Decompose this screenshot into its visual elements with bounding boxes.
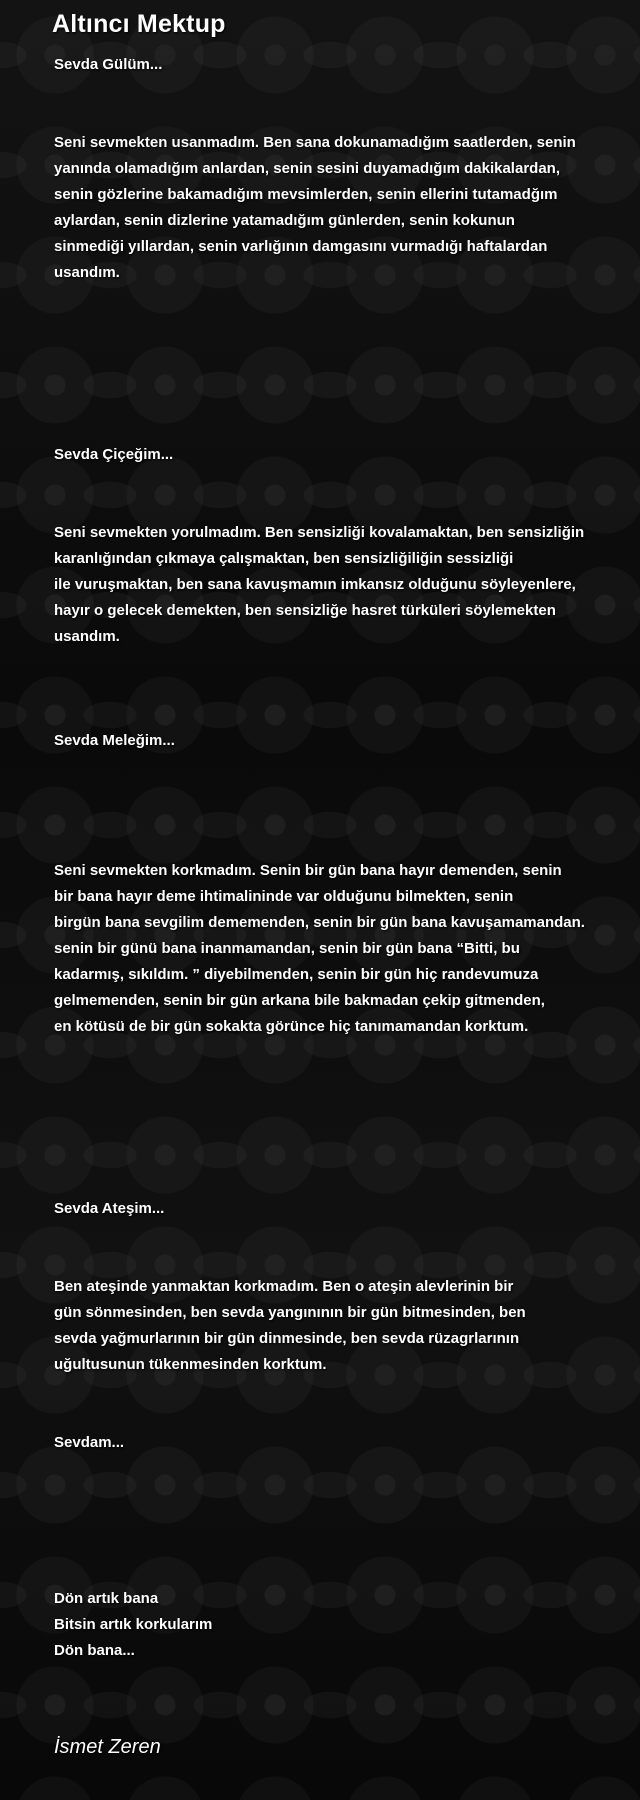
poem-line: yanında olamadığım anlardan, senin sesini duyamadığım dakikalardan, [54,160,560,177]
blank-line [54,832,628,858]
poem-line: hayır o gelecek demekten, ben sensizliğe hasret türküleri söylemekten [54,602,556,619]
blank-line [54,650,628,676]
poem-line: Seni sevmekten korkmadım. Senin bir gün bana hayır demenden, senin [54,862,562,879]
poem-line: en kötüsü de bir gün sokakta görünce hiç tanımamandan korktum. [54,1018,529,1035]
blank-line [54,1534,628,1560]
poem-body [54,52,628,1664]
blank-line [54,1040,628,1066]
blank-line [54,1456,628,1482]
poem-line: senin bir günü bana inanmamandan, senin bir gün bana “Bitti, bu [54,940,520,957]
poem-line: Sevda Çiçeğim... [54,446,174,463]
poem-line: uğultusunun tükenmesinden korktum. [54,1356,327,1373]
poem-line: karanlığından çıkmaya çalışmaktan, ben sensizliğiliğin sessizliği [54,550,514,567]
poem-line: Ben ateşinde yanmaktan korkmadım. Ben o ateşin alevlerinin bir [54,1278,514,1295]
blank-line [54,494,628,520]
blank-line [54,312,628,338]
blank-line [54,1144,628,1170]
poem-title: Altıncı Mektup [52,10,226,38]
poem-line: gün sönmesinden, ben sevda yangınının bir gün bitmesinden, ben [54,1304,526,1321]
blank-line [54,754,628,780]
poem-line: Seni sevmekten usanmadım. Ben sana dokunamadığım saatlerden, senin [54,134,576,151]
blank-line [54,702,628,728]
poem-line: bir bana hayır deme ihtimalininde var olduğunu bilmekten, senin [54,888,514,905]
poem-line: Dön artık bana [54,1590,159,1607]
blank-line [54,1378,628,1404]
blank-line [54,1118,628,1144]
blank-line [54,338,628,364]
blank-line [54,1482,628,1508]
blank-line [54,364,628,390]
poem-line: sinmediği yıllardan, senin varlığının damgasını vurmadığı haftalardan [54,238,548,255]
blank-line [54,416,628,442]
blank-line [54,806,628,832]
poem-line: Sevda Ateşim... [54,1200,165,1217]
blank-line [54,676,628,702]
poem-line: Bitsin artık korkularım [54,1616,213,1633]
poem-line: birgün bana sevgilim dememenden, senin bir gün bana kavuşamamandan. [54,914,585,931]
author-name: İsmet Zeren [54,1736,161,1758]
poem-line: gelmemenden, senin bir gün arkana bile bakmadan çekip gitmenden, [54,992,545,1009]
blank-line [54,1092,628,1118]
blank-line [54,390,628,416]
poem-line: aylardan, senin dizlerine yatamadığım günlerden, senin kokunun [54,212,515,229]
blank-line [54,104,628,130]
blank-line [54,1508,628,1534]
blank-line [54,1560,628,1586]
poem-line: Sevdam... [54,1434,125,1451]
poem-line: usandım. [54,264,120,281]
poem-line: Sevda Gülüm... [54,56,163,73]
blank-line [54,78,628,104]
blank-line [54,1222,628,1248]
blank-line [54,1248,628,1274]
blank-line [54,780,628,806]
poem-line: Dön bana... [54,1642,135,1659]
poem-line: sevda yağmurlarının bir gün dinmesinde, ben sevda rüzagrlarının [54,1330,520,1347]
poem-line: senin gözlerine bakamadığım mevsimlerden, senin ellerini tutamadğım [54,186,558,203]
blank-line [54,1170,628,1196]
poem-line: ile vuruşmaktan, ben sana kavuşmamın imkansız olduğunu söyleyenlere, [54,576,576,593]
blank-line [54,1404,628,1430]
poem-line: usandım. [54,628,120,645]
poem-line: kadarmış, sıkıldım. ” diyebilmenden, senin bir gün hiç randevumuza [54,966,539,983]
blank-line [54,468,628,494]
poem-line: Seni sevmekten yorulmadım. Ben sensizliği kovalamaktan, ben sensizliğin [54,524,585,541]
blank-line [54,286,628,312]
poem-line: Sevda Meleğim... [54,732,175,749]
blank-line [54,1066,628,1092]
